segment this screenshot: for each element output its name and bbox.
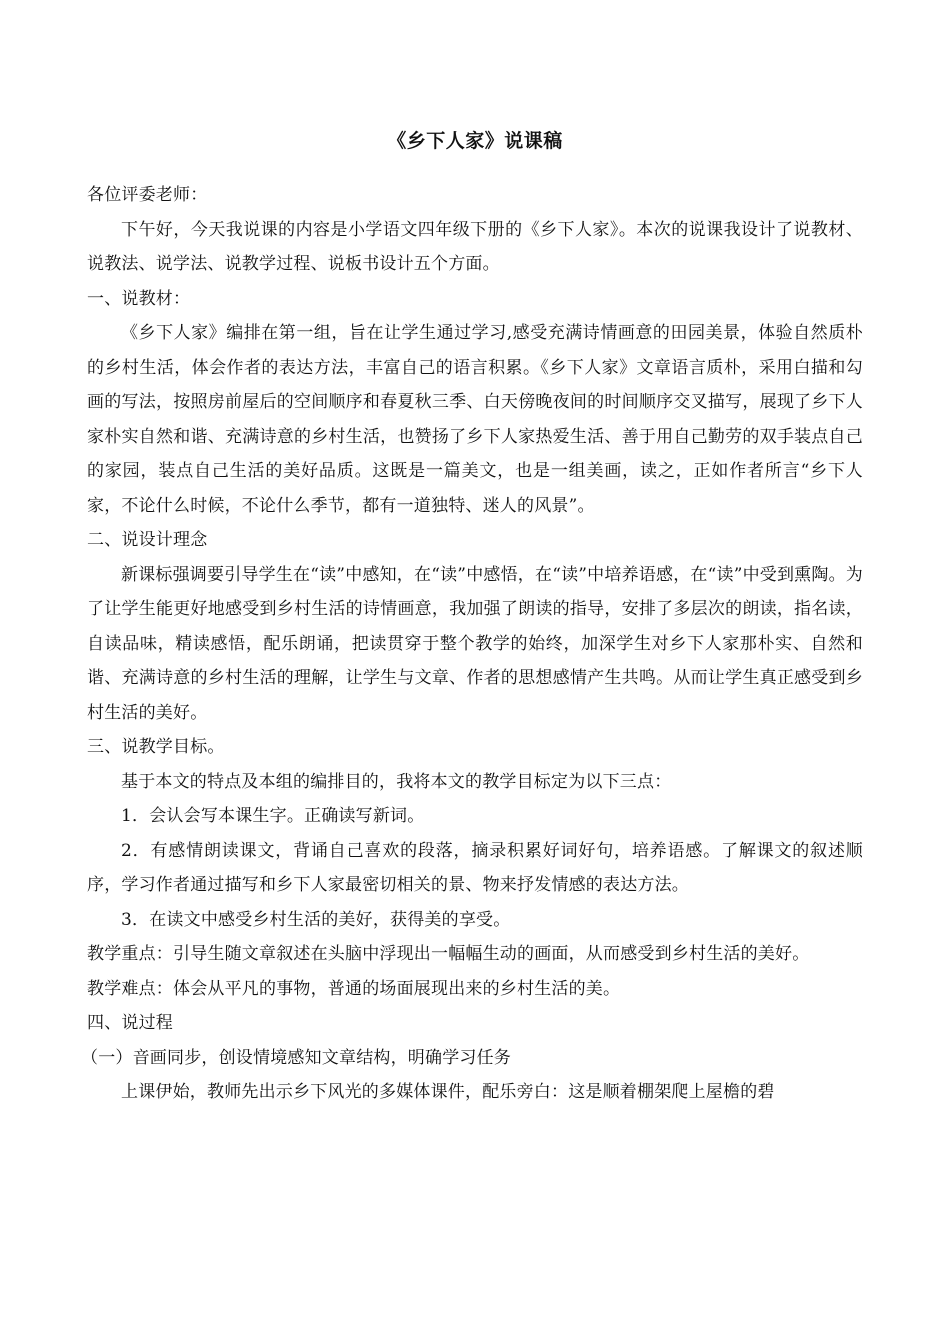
- goal-item-2: 2．有感情朗读课文，背诵自己喜欢的段落，摘录积累好词好句，培养语感。了解课文的叙述顺序，学习作者通过描写和乡下人家最密切相关的景、物来抒发情感的表达方法。: [87, 840, 863, 895]
- goal-item-3: 3．在读文中感受乡村生活的美好，获得美的享受。: [121, 909, 511, 930]
- document-body: [81, 126, 863, 1110]
- section-paragraph-textbook: 《乡下人家》编排在第一组，旨在让学生通过学习,感受充满诗情画意的田园美景，体验自然质朴的乡村生活，体会作者的表达方法，丰富自己的语言积累。《乡下人家》文章语言质朴，采用白描和勾画的写法，按照房前屋后的空间顺序和春夏秋三季、白天傍晚夜间的时间顺序交叉描写，展现了乡下人家朴实自然和谐、充满诗意的乡村生活，也赞扬了乡下人家热爱生活、善于用自己勤劳的双手装点自己的家园，装点自己生活的美好品质。这既是一篇美文，也是一组美画，读之，正如作者所言“乡下人家，不论什么时候，不论什么季节，都有一道独特、迷人的风景”。: [87, 323, 863, 516]
- goal-item-1: 1．会认会写本课生字。正确读写新词。: [121, 806, 425, 826]
- section-heading-process: 四、说过程: [87, 1013, 173, 1033]
- section-heading-textbook: 一、说教材：: [87, 288, 191, 309]
- goals-intro: 基于本文的特点及本组的编排目的，我将本文的教学目标定为以下三点：: [121, 771, 672, 792]
- section-heading-design-concept: 二、说设计理念: [87, 530, 208, 550]
- section-paragraph-design-concept: 新课标强调要引导学生在“读”中感知，在“读”中感悟，在“读”中培养语感，在“读”中受到熏陶。为了让学生能更好地感受到乡村生活的诗情画意，我加强了朗读的指导，安排了多层次的朗读，指名读，自读品味，精读感悟，配乐朗诵，把读贯穿于整个教学的始终，加深学生对乡下人家那朴实、自然和谐、充满诗意的乡村生活的理解，让学生与文章、作者的思想感情产生共鸣。从而让学生真正感受到乡村生活的美好。: [87, 564, 863, 723]
- process-step-1-paragraph: 上课伊始，教师先出示乡下风光的多媒体课件，配乐旁白：这是顺着棚架爬上屋檐的碧: [121, 1082, 775, 1102]
- teaching-difficult-point: 教学难点：体会从平凡的事物，普通的场面展现出来的乡村生活的美。: [87, 978, 621, 999]
- document-title: 《乡下人家》说课稿: [387, 130, 563, 152]
- process-step-1-heading: （一）音画同步，创设情境感知文章结构，明确学习任务: [81, 1047, 511, 1068]
- teaching-key-point: 教学重点：引导生随文章叙述在头脑中浮现出一幅幅生动的画面，从而感受到乡村生活的美好。: [87, 944, 810, 964]
- intro-paragraph: 下午好，今天我说课的内容是小学语文四年级下册的《乡下人家》。本次的说课我设计了说教材、说教法、说学法、说教学过程、说板书设计五个方面。: [87, 219, 863, 274]
- section-heading-goals: 三、说教学目标。: [87, 737, 225, 757]
- greeting: 各位评委老师：: [87, 185, 208, 205]
